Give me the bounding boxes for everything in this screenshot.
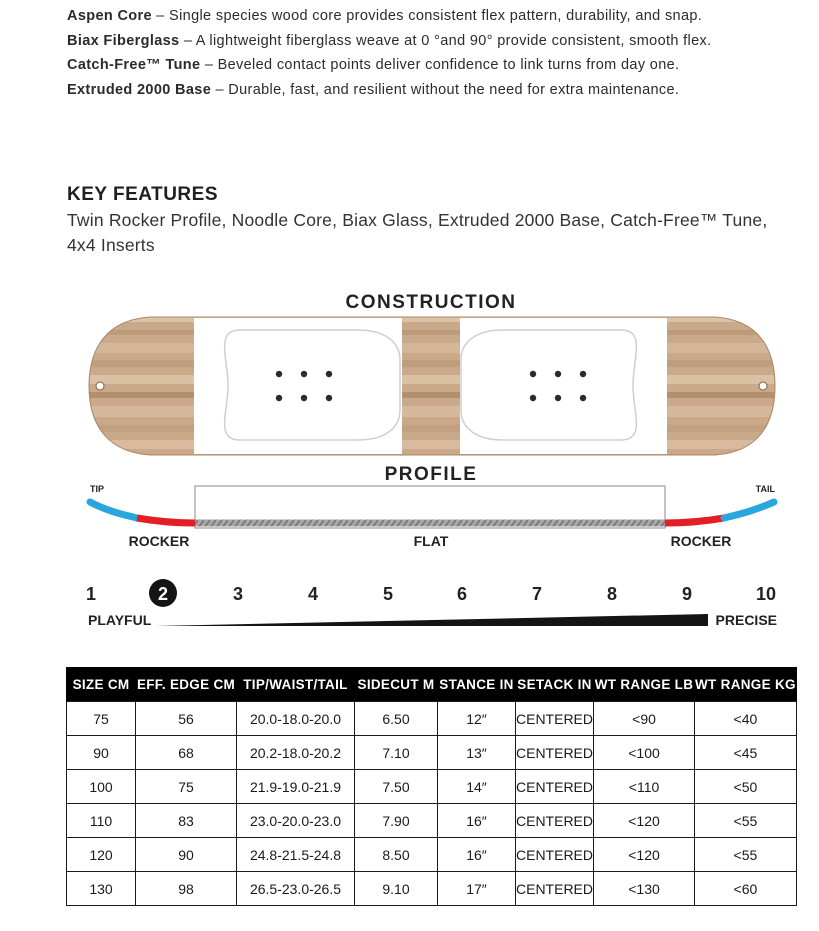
- profile-tip-right: [724, 502, 774, 518]
- construction-title: CONSTRUCTION: [345, 292, 517, 313]
- table-cell: 9.10: [355, 872, 438, 906]
- table-cell: 21.9-19.0-21.9: [237, 770, 355, 804]
- table-cell: <55: [695, 838, 797, 872]
- table-cell: 90: [67, 736, 136, 770]
- table-cell: CENTERED: [516, 838, 594, 872]
- table-cell: <45: [695, 736, 797, 770]
- nose-hole: [96, 382, 104, 390]
- profile-tip-left: [90, 502, 137, 518]
- spec-list: [67, 4, 807, 102]
- spec-item: [67, 78, 807, 103]
- table-cell: <40: [695, 702, 797, 736]
- table-cell: 16″: [438, 804, 516, 838]
- spec-term: Biax Fiberglass: [67, 32, 180, 49]
- flex-number: 4: [307, 584, 319, 604]
- table-cell: CENTERED: [516, 770, 594, 804]
- column-header: TIP/WAIST/TAIL: [237, 667, 355, 702]
- flex-number: 5: [382, 584, 394, 604]
- table-cell: 90: [136, 838, 237, 872]
- table-row: [67, 838, 797, 872]
- table-cell: 26.5-23.0-26.5: [237, 872, 355, 906]
- table-cell: 98: [136, 872, 237, 906]
- table-cell: 16″: [438, 838, 516, 872]
- table-cell: 75: [136, 770, 237, 804]
- flex-number: 10: [755, 584, 777, 604]
- spec-desc: – Single species wood core provides consistent flex pattern, durability, and snap.: [151, 8, 703, 24]
- column-header: WT RANGE LB: [594, 667, 695, 702]
- table-cell: <130: [594, 872, 695, 906]
- key-features-text: Twin Rocker Profile, Noodle Core, Biax Glass, Extruded 2000 Base, Catch-Free™ Tune, 4x4 Inserts: [67, 210, 768, 255]
- table-row: [67, 804, 797, 838]
- table-cell: <55: [695, 804, 797, 838]
- flex-wedge: [155, 614, 708, 626]
- table-cell: 100: [67, 770, 136, 804]
- table-cell: 13″: [438, 736, 516, 770]
- flex-number: 1: [85, 584, 97, 604]
- table-cell: 130: [67, 872, 136, 906]
- table-cell: 7.10: [355, 736, 438, 770]
- table-row: [67, 736, 797, 770]
- table-cell: CENTERED: [516, 702, 594, 736]
- table-cell: <120: [594, 838, 695, 872]
- table-cell: 17″: [438, 872, 516, 906]
- spec-desc: – Beveled contact points deliver confidence to link turns from day one.: [200, 57, 680, 73]
- tail-hole: [759, 382, 767, 390]
- table-row: [67, 872, 797, 906]
- size-chart-table: [66, 667, 797, 906]
- profile-tail-label: TAIL: [755, 484, 775, 494]
- table-cell: 23.0-20.0-23.0: [237, 804, 355, 838]
- profile-rocker-left: [137, 518, 195, 523]
- table-cell: 8.50: [355, 838, 438, 872]
- column-header: WT RANGE KG: [695, 667, 797, 702]
- spec-desc: – A lightweight fiberglass weave at 0 °and 90° provide consistent, smooth flex.: [179, 32, 712, 49]
- flex-number: 9: [681, 584, 693, 604]
- profile-title: PROFILE: [384, 464, 478, 485]
- table-cell: 6.50: [355, 702, 438, 736]
- profile-flat: [195, 520, 665, 527]
- column-header: SETACK IN: [516, 667, 594, 702]
- table-cell: 68: [136, 736, 237, 770]
- table-cell: <110: [594, 770, 695, 804]
- profile-flat-label: FLAT: [413, 533, 449, 549]
- table-cell: <120: [594, 804, 695, 838]
- spec-item: [67, 53, 807, 78]
- profile-tip-label: TIP: [90, 484, 105, 494]
- flex-label-playful: PLAYFUL: [88, 612, 152, 628]
- spec-item: [67, 4, 807, 29]
- table-cell: <90: [594, 702, 695, 736]
- spec-desc: – Durable, fast, and resilient without the need for extra maintenance.: [211, 81, 680, 98]
- table-row: [67, 702, 797, 736]
- flex-scale: [86, 579, 777, 628]
- table-cell: 7.90: [355, 804, 438, 838]
- spec-term: Aspen Core: [67, 8, 152, 24]
- flex-number: 7: [531, 584, 543, 604]
- table-cell: 12″: [438, 702, 516, 736]
- table-cell: 110: [67, 804, 136, 838]
- key-features-heading: KEY FEATURES: [67, 184, 218, 205]
- spec-term: Extruded 2000 Base: [67, 81, 212, 98]
- column-header: SIZE CM: [67, 667, 136, 702]
- table-cell: 56: [136, 702, 237, 736]
- profile-rocker-right: [665, 518, 724, 523]
- table-cell: 83: [136, 804, 237, 838]
- table-cell: 20.0-18.0-20.0: [237, 702, 355, 736]
- spec-item: [67, 29, 807, 54]
- flex-number: 6: [456, 584, 468, 604]
- table-cell: 20.2-18.0-20.2: [237, 736, 355, 770]
- column-header: STANCE IN: [438, 667, 516, 702]
- column-header: EFF. EDGE CM: [136, 667, 237, 702]
- flex-number: 8: [606, 584, 618, 604]
- profile-rocker-right-label: ROCKER: [670, 533, 732, 549]
- table-cell: 24.8-21.5-24.8: [237, 838, 355, 872]
- spec-term: Catch-Free™ Tune: [67, 57, 201, 73]
- table-cell: 14″: [438, 770, 516, 804]
- table-cell: 120: [67, 838, 136, 872]
- flex-number-selected: 2: [157, 584, 169, 604]
- table-cell: CENTERED: [516, 736, 594, 770]
- board-core: [89, 317, 775, 455]
- table-header-row: [67, 667, 797, 702]
- column-header: SIDECUT M: [355, 667, 438, 702]
- flex-number: 3: [232, 584, 244, 604]
- table-cell: <100: [594, 736, 695, 770]
- table-cell: CENTERED: [516, 804, 594, 838]
- table-cell: <50: [695, 770, 797, 804]
- board-graphic: [0, 280, 819, 640]
- table-cell: <60: [695, 872, 797, 906]
- flex-label-precise: PRECISE: [715, 612, 777, 628]
- profile-rocker-left-label: ROCKER: [128, 533, 190, 549]
- table-cell: 7.50: [355, 770, 438, 804]
- table-cell: CENTERED: [516, 872, 594, 906]
- table-row: [67, 770, 797, 804]
- table-cell: 75: [67, 702, 136, 736]
